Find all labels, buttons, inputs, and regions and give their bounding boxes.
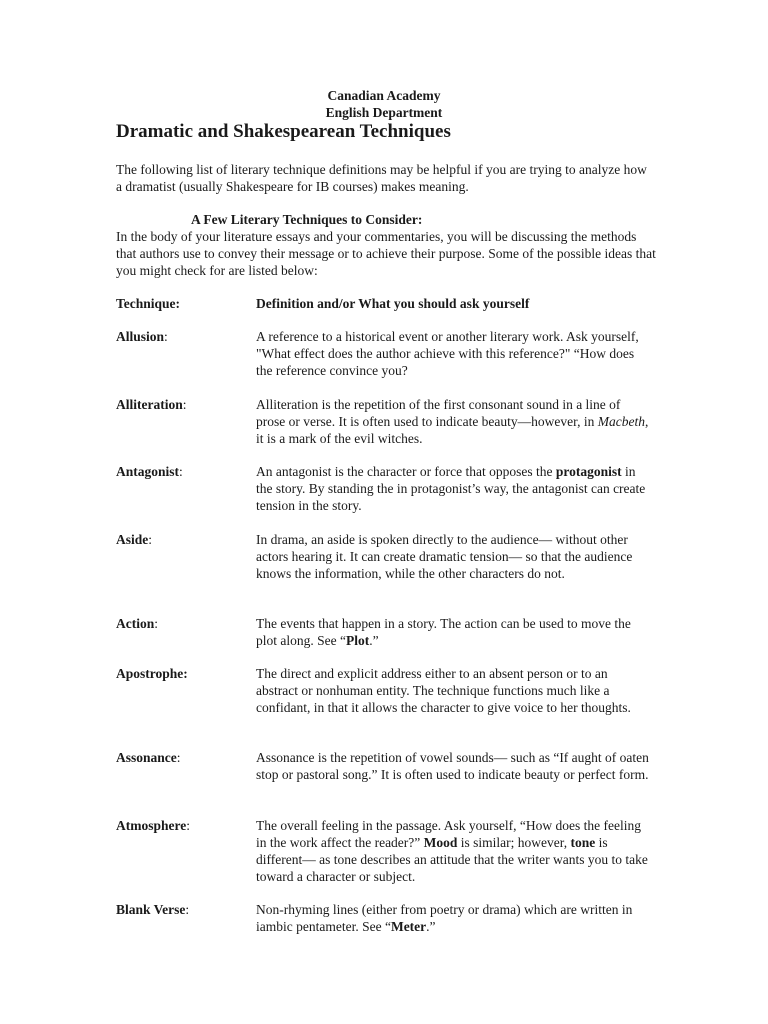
technique-definition: In drama, an aside is spoken directly to the audience— without other actors hearing it. It can create dramatic tension— so that the audience knows the information, while the other characters do not. [256, 532, 633, 581]
section-heading: A Few Literary Techniques to Consider: [191, 212, 423, 227]
technique-term-name: Aside [116, 532, 149, 547]
technique-definition: Non-rhyming lines (either from poetry or drama) which are written in iambic pentameter. See “Meter.” [256, 902, 633, 934]
technique-term: Allusion: [116, 329, 168, 344]
department-name: English Department [325, 105, 443, 120]
school-name: Canadian Academy [327, 88, 441, 103]
technique-term: Antagonist: [116, 464, 183, 479]
technique-term [116, 665, 252, 682]
technique-term: Aside: [116, 532, 153, 547]
technique-definition: The events that happen in a story. The action can be used to move the plot along. See “Plot.” [256, 616, 631, 648]
technique-term: Alliteration: [116, 397, 187, 412]
technique-term-name: Atmosphere [116, 818, 187, 833]
section-paragraph: In the body of your literature essays and your commentaries, you will be discussing the methods that authors use to convey their message or to achieve their purpose. Some of the possible ideas that you might check for are listed below: [116, 229, 656, 278]
intro-paragraph: The following list of literary technique definitions may be helpful if you are trying to analyze how a dramatist (usually Shakespeare for IB courses) makes meaning. [116, 162, 647, 194]
technique-term: Action: [116, 616, 159, 631]
technique-term-name: Action [116, 616, 155, 631]
technique-term: Assonance: [116, 750, 181, 765]
document-title: Dramatic and Shakespearean Techniques [116, 121, 451, 142]
technique-definition: A reference to a historical event or another literary work. Ask yourself, "What effect does the author achieve with this reference?" “How does the reference convince you? [256, 329, 639, 378]
definition-column-header: Definition and/or What you should ask yourself [256, 296, 530, 311]
technique-term-name: Apostrophe: [116, 666, 188, 681]
technique-term-name: Antagonist [116, 464, 180, 479]
technique-definition: Alliteration is the repetition of the first consonant sound in a line of prose or verse. It is often used to indicate beauty—however, in Macbeth, it is a mark of the evil witches. [256, 397, 649, 446]
technique-definition: Assonance is the repetition of vowel sounds— such as “If aught of oaten stop or pastoral song.” It is often used to indicate beauty or perfect form. [256, 750, 649, 782]
technique-definition: An antagonist is the character or force that opposes the protagonist in the story. By standing the in protagonist’s way, the antagonist can create tension in the story. [256, 464, 646, 513]
technique-column-header: Technique: [116, 296, 181, 311]
technique-term: Atmosphere: [116, 818, 191, 833]
technique-term-name: Blank Verse [116, 902, 186, 917]
technique-term-name: Alliteration [116, 397, 183, 412]
technique-term-name: Allusion [116, 329, 165, 344]
technique-definition: The overall feeling in the passage. Ask yourself, “How does the feeling in the work affect the reader?” Mood is similar; however, tone is different— as tone describes an attitude that the writer wants you to take toward a character or subject. [256, 818, 648, 884]
technique-definition: The direct and explicit address either to an absent person or to an abstract or nonhuman entity. The technique functions much like a confidant, in that it allows the character to give voice to her thoughts. [256, 666, 631, 715]
technique-term-name: Assonance [116, 750, 177, 765]
technique-term: Blank Verse: [116, 902, 190, 917]
